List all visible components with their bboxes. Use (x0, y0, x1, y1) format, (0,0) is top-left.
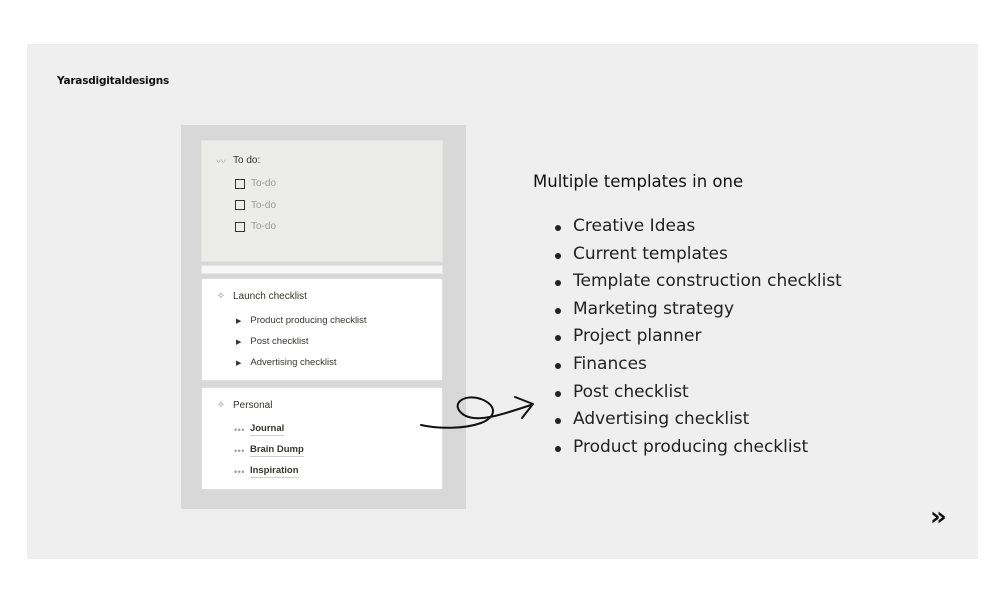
feature-item: Current templates (553, 241, 842, 269)
checkbox[interactable] (235, 222, 245, 232)
double-chevron-right-icon[interactable]: » (930, 502, 941, 532)
personal-link-list (234, 419, 304, 482)
toggle-item[interactable]: ▶ Advertising checklist (236, 357, 337, 368)
todo-item: To-do (235, 216, 276, 238)
sparkle-icon: ✧ (216, 291, 226, 302)
personal-title: Personal (233, 400, 273, 411)
toggle-item[interactable]: ▶ Post checklist (236, 336, 309, 347)
divider (201, 265, 443, 274)
feature-list (553, 213, 842, 461)
ellipsis-icon: ••• (234, 424, 245, 435)
todo-block (201, 140, 443, 262)
feature-item: Product producing checklist (553, 434, 842, 462)
todo-item: To-do (235, 195, 276, 217)
personal-header (214, 400, 272, 411)
todo-list (235, 173, 276, 238)
page-link[interactable]: ••• Brain Dump (234, 444, 304, 456)
feature-item: Finances (553, 351, 842, 379)
launch-toggle-list (236, 310, 367, 373)
slide (27, 44, 978, 559)
feature-item: Marketing strategy (553, 296, 842, 324)
hand-drawn-arrow-icon (419, 385, 539, 435)
personal-card (201, 387, 443, 490)
todo-header (214, 153, 260, 168)
wave-icon: 〰 (216, 157, 226, 168)
feature-item: Advertising checklist (553, 406, 842, 434)
triangle-right-icon[interactable]: ▶ (236, 359, 242, 367)
launch-title: Launch checklist (233, 291, 307, 302)
triangle-right-icon[interactable]: ▶ (236, 317, 242, 325)
template-preview (181, 125, 466, 509)
feature-item: Post checklist (553, 379, 842, 407)
todo-title: To do: (233, 155, 261, 166)
heading: Multiple templates in one (533, 172, 744, 191)
checkbox[interactable] (235, 179, 245, 189)
brand-name: Yarasdigitaldesigns (57, 75, 170, 87)
feature-item: Project planner (553, 323, 842, 351)
sparkle-icon: ✧ (216, 400, 226, 411)
checkbox[interactable] (235, 200, 245, 210)
page-link[interactable]: ••• Journal (234, 423, 285, 435)
todo-item: To-do (235, 173, 276, 195)
toggle-item[interactable]: ▶ Product producing checklist (236, 315, 367, 326)
feature-item: Creative Ideas (553, 213, 842, 241)
feature-item: Template construction checklist (553, 268, 842, 296)
triangle-right-icon[interactable]: ▶ (236, 338, 242, 346)
launch-header (214, 291, 307, 302)
page-link[interactable]: ••• Inspiration (234, 465, 299, 477)
ellipsis-icon: ••• (234, 445, 245, 456)
ellipsis-icon: ••• (234, 466, 245, 477)
launch-checklist-card (201, 278, 443, 381)
